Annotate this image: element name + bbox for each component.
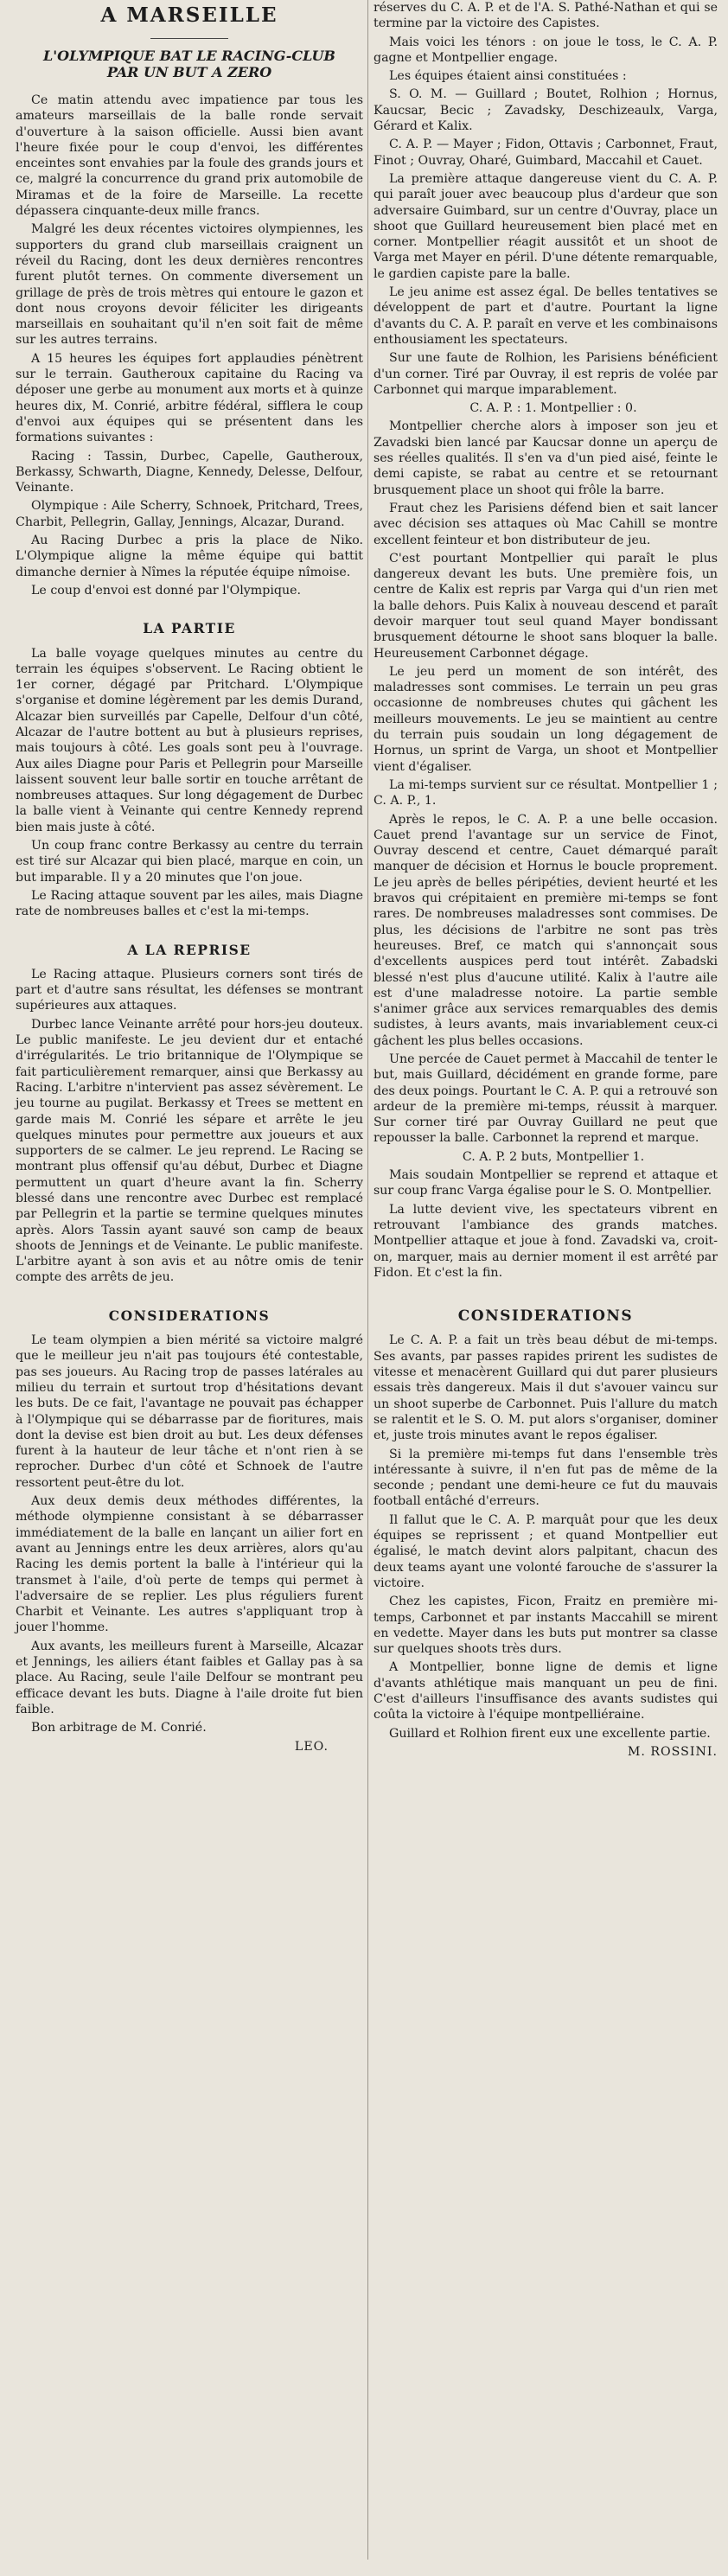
paragraph: Ce matin attendu avec impatience par tous les amateurs marseillais de la balle ronde servait d'ouverture à la saison officielle. Aussi bien avant l'heure fixée pour le coup d'envoi, les différentes enceintes sont envahies par la foule des grands jours et ce, malgré la concurrence du grand prix automobile de Miramas et de la foire de Marseille. La recette dépassera cinquante-deux mille francs. <box>16 93 363 219</box>
column-divider <box>367 0 368 2560</box>
paragraph: A 15 heures les équipes fort applaudies pénètrent sur le terrain. Gautheroux capitaine du Racing va déposer une gerbe au monument aux morts et à quinze heures dix, M. Conrié, arbitre fédéral, sifflera le coup d'envoi aux équipes qui se présentent dans les formations suivantes : <box>16 351 363 445</box>
paragraph: Le Racing attaque souvent par les ailes, mais Diagne rate de nombreuses balles et c'est la mi-temps. <box>16 888 363 919</box>
paragraph: Guillard et Rolhion firent eux une excellente partie. <box>389 1726 711 1741</box>
paragraph: Le C. A. P. a fait un très beau début de mi-temps. Ses avants, par passes rapides prirent les sudistes de vitesse et menacèrent Guillard qui dut parer plusieurs essais très dangereux. Mais il dut s'avouer vaincu sur un shoot superbe de Carbonnet. Puis l'allure du match se ralentit et le S. O. M. put alors s'organiser, dominer et, juste trois minutes avant le repos égaliser. <box>374 1333 718 1443</box>
paragraph: C'est pourtant Montpellier qui paraît le plus dangereux devant les buts. Une première fois, un centre de Kalix est repris par Varga qui d'un rien met la balle dehors. Puis Kalix à nouveau descend et paraît devoir marquer tout seul quand Mayer bondissant brusquement détourne le shoot sans bloquer la balle. Heureusement Carbonnet dégage. <box>374 551 718 661</box>
paragraph: Le coup d'envoi est donné par l'Olympique. <box>31 583 302 598</box>
paragraph: Le jeu perd un moment de son intérêt, des maladresses sont commises. Le terrain un peu gras occasionne de nombreuses chutes qui gâchent les meilleurs mouvements. Le jeu se maintient au centre du terrain puis soudain un long dégagement de Hornus, un sprint de Varga, un shoot et Montpellier vient d'égaliser. <box>374 664 718 774</box>
paragraph: Fraut chez les Parisiens défend bien et sait lancer avec décision ses attaques où Mac Cahill se montre excellent feinteur et bon distributeur de jeu. <box>374 501 718 547</box>
section-heading: A LA REPRISE <box>127 941 252 958</box>
paragraph: La balle voyage quelques minutes au centre du terrain les équipes s'observent. Le Racing obtient le 1er corner, dégagé par Pritchard. L'Olympique s'organise et domine légèrement par les demis Durand, Alcazar bien surveillés par Capelle, Delfour d'un côté, Alcazar de l'autre bottent au but à plusieurs reprises, mais toujours à côté. Les goals sont peu à l'ouvrage. Aux ailes Diagne pour Paris et Pellegrin pour Marseille laissent souvent leur balle sortir en touche arrêtant de nombreuses attaques. Sur long dégagement de Durbec la balle vient à Veinante qui centre Kennedy reprend bien mais juste à côté. <box>16 646 363 834</box>
left-column <box>16 0 363 1755</box>
paragraph: Le Racing attaque. Plusieurs corners sont tirés de part et d'autre sans résultat, les défenses se montrant supérieures aux attaques. <box>16 967 363 1013</box>
lineup-paragraph: S. O. M. — Guillard ; Boutet, Rolhion ; Hornus, Kaucsar, Becic ; Zavadsky, Deschizeaulx, Varga, Gérard et Kalix. <box>374 87 718 134</box>
paragraph: Un coup franc contre Berkassy au centre du terrain est tiré sur Alcazar qui bien placé, marque en coin, un but imparable. Il y a 20 minutes que l'on joue. <box>16 839 363 885</box>
paragraph: Durbec lance Veinante arrêté pour hors-jeu douteux. Le public manifeste. Le jeu devient dur et entaché d'irrégularités. Le trio britannique de l'Olympique se fait particulièrement remarquer, ainsi que Berkassy au Racing. L'arbitre n'intervient pas assez sévèrement. Le jeu tourne au pugilat. Berkassy et Trees se mettent en garde mais M. Conrié les sépare et arrête le jeu quelques minutes pour permettre aux joueurs et aux supporters de se calmer. Le jeu reprend. Le Racing se montrant plus offensif qu'au début, Durbec et Diagne permuttent un quart d'heure avant la fin. Scherry blessé dans une rencontre avec Durbec est remplacé par Pellegrin et la partie se termine quelques minutes après. Alors Tassin ayant sauvé son camp de beaux shoots de Jennings et de Veinante. Le public manifeste. L'arbitre ayant à son avis et au nôtre omis de tenir compte des arrêts de jeu. <box>16 1017 363 1285</box>
score-line: C. A. P. : 1. Montpellier : 0. <box>469 401 637 416</box>
lineup-paragraph: Olympique : Aile Scherry, Schnoek, Pritchard, Trees, Charbit, Pellegrin, Gallay, Jennings, Alcazar, Durand. <box>16 499 363 529</box>
paragraph: Au Racing Durbec a pris la place de Niko. L'Olympique aligne la même équipe qui battit dimanche dernier à Nîmes la réputée équipe nîmoise. <box>16 534 363 579</box>
paragraph: Le jeu anime est assez égal. De belles tentatives se développent de part et d'autre. Pourtant la ligne d'avants du C. A. P. paraît en verve et les combinaisons enthousiament les spectateurs. <box>374 285 718 347</box>
paragraph: Mais soudain Montpellier se reprend et attaque et sur coup franc Varga égalise pour le S. O. Montpellier. <box>374 1168 718 1199</box>
paragraph: réserves du C. A. P. et de l'A. S. Pathé-Nathan et qui se termine par la victoire des Capistes. <box>374 1 718 31</box>
score-line: C. A. P. 2 buts, Montpellier 1. <box>462 1149 645 1164</box>
paragraph: Le team olympien a bien mérité sa victoire malgré que le meilleur jeu n'ait pas toujours été contestable, pas ses joueurs. Au Racing trop de passes latérales au milieu du terrain et surtout trop d'hésitations devant les buts. De ce fait, l'avantage ne pouvait pas échapper à l'Olympique qui se débarrasse par de fioritures, mais dont la devise est bien droit au but. Les deux défenses furent à la hauteur de leur tâche et n'ont rien à se reprocher. Durbec d'un côté et Schnoek de l'autre ressortent peut-être du lot. <box>16 1333 363 1490</box>
paragraph: Après le repos, le C. A. P. a une belle occasion. Cauet prend l'avantage sur un service de Finot, Ouvray descend et centre, Cauet démarqué paraît manquer de décision et Hornus le boucle proprement. Le jeu après de belles péripéties, devient heurté et les bravos qui crépitaient en première mi-temps se font rares. De nombreuses maladresses sont commises. De plus, les décisions de l'arbitre ne sont pas très heureuses. Bref, ce match qui s'annonçait sous d'excellents auspices perd tout intérêt. Zabadski blessé n'est plus d'aucune utilité. Kalix à l'autre aile est d'une maladresse notoire. La partie semble s'animer grâce aux services remarquables des demis sudistes, à leurs avants, mais invariablement ceux-ci gâchent les plus belles occasions. <box>374 812 718 1048</box>
lineup-paragraph: C. A. P. — Mayer ; Fidon, Ottavis ; Carbonnet, Fraut, Finot ; Ouvray, Oharé, Guimbard, Maccahil et Cauet. <box>374 137 718 168</box>
article-subheading: L'OLYMPIQUE BAT LE RACING-CLUB PAR UN BUT A ZERO <box>43 48 335 80</box>
paragraph: Bon arbitrage de M. Conrié. <box>31 1721 207 1735</box>
right-column <box>374 0 718 1760</box>
paragraph: Montpellier cherche alors à imposer son jeu et Zavadski bien lancé par Kaucsar donne un aperçu de ses réelles qualités. Il s'en va d'un pied aisé, feinte le demi capiste, se rabat au centre et se retournant brusquement place un shoot qui frôle la barre. <box>374 419 718 497</box>
paragraph: Chez les capistes, Ficon, Fraitz en première mi-temps, Carbonnet et par instants Maccahill se mirent en vedette. Mayer dans les buts put montrer sa classe sur quelques shoots très durs. <box>374 1595 718 1657</box>
heading-rule <box>150 38 228 39</box>
paragraph: Aux deux demis deux méthodes différentes, la méthode olympienne consistant à se débarrasser immédiatement de la balle en lançant un ailier fort en avant au Jennings entre les deux arrières, alors qu'au Racing les demis portent la balle à l'intérieur qui la transmet à l'aile, d'où perte de temps qui permet à l'adversaire de se replier. Les plus réguliers furent Charbit et Veinante. Les autres s'appliquant trop à jouer l'homme. <box>16 1494 363 1635</box>
paragraph: Sur une faute de Rolhion, les Parisiens bénéficient d'un corner. Tiré par Ouvray, il est repris de volée par Carbonnet qui marque imparablement. <box>374 351 718 397</box>
section-heading: CONSIDERATIONS <box>108 1307 271 1324</box>
paragraph: Les équipes étaient ainsi constituées : <box>389 69 627 84</box>
byline-signature: M. ROSSINI. <box>627 1744 718 1759</box>
paragraph: La mi-temps survient sur ce résultat. Montpellier 1 ; C. A. P., 1. <box>374 777 718 809</box>
article-heading: A MARSEILLE <box>100 3 278 27</box>
paragraph: Il fallut que le C. A. P. marquât pour que les deux équipes se reprissent ; et quand Montpellier eut égalisé, le match devint alors palpitant, chacun des deux teams ayant une volonté farouche de s'assurer la victoire. <box>374 1512 718 1590</box>
section-heading: CONSIDERATIONS <box>457 1307 634 1326</box>
paragraph: La lutte devient vive, les spectateurs vibrent en retrouvant l'ambiance des grands matches. Montpellier attaque et joue à fond. Zavadski va, croit-on, marquer, mais au dernier moment il est arrêté par Fidon. Et c'est la fin. <box>374 1202 718 1280</box>
paragraph: Une percée de Cauet permet à Maccahil de tenter le but, mais Guillard, décidément en grande forme, pare des deux poings. Pourtant le C. A. P. qui a retrouvé son ardeur de la première mi-temps, réussit à marquer. Sur corner tiré par Ouvray Guillard ne peut que repousser la balle. Carbonnet la reprend et marque. <box>374 1052 718 1146</box>
paragraph: Mais voici les ténors : on joue le toss, le C. A. P. gagne et Montpellier engage. <box>374 35 718 65</box>
paragraph: A Montpellier, bonne ligne de demis et ligne d'avants athlétique mais manquant un peu de fini. C'est d'ailleurs l'insuffisance des avants sudistes qui coûta la victoire à l'équipe montpelliéraine. <box>374 1660 718 1723</box>
paragraph: La première attaque dangereuse vient du C. A. P. qui paraît jouer avec beaucoup plus d'ardeur que son adversaire Guimbard, sur un centre d'Ouvray, place un shoot que Guillard heureusement bien placé met en corner. Montpellier réagit aussitôt et un shoot de Varga met Mayer en péril. D'une détente remarquable, le gardien capiste pare la balle. <box>374 171 718 281</box>
lineup-paragraph: Racing : Tassin, Durbec, Capelle, Gautheroux, Berkassy, Schwarth, Diagne, Kennedy, Delesse, Delfour, Veinante. <box>16 449 363 495</box>
paragraph: Aux avants, les meilleurs furent à Marseille, Alcazar et Jennings, les ailiers étant faibles et Gallay pas à sa place. Au Racing, seule l'aile Delfour se montrant peu efficace devant les buts. Diagne à l'aile droite fut bien faible. <box>16 1639 363 1716</box>
paragraph: Malgré les deux récentes victoires olympiennes, les supporters du grand club marseillais craignent un réveil du Racing, dont les deux dernières rencontres furent plutôt ternes. On commente diversement un grillage de près de trois mètres qui entoure le gazon et dont nous croyons devoir féliciter les dirigeants marseillais en souhaitant qu'il n'en soit fait de même sur les autres terrains. <box>16 222 363 348</box>
byline-signature: LEO. <box>294 1739 329 1754</box>
paragraph: Si la première mi-temps fut dans l'ensemble très intéressante à suivre, il n'en fut pas de même de la seconde ; pendant une demi-heure ce fut du mauvais football entâché d'erreurs. <box>374 1447 718 1509</box>
section-heading: LA PARTIE <box>143 620 236 637</box>
